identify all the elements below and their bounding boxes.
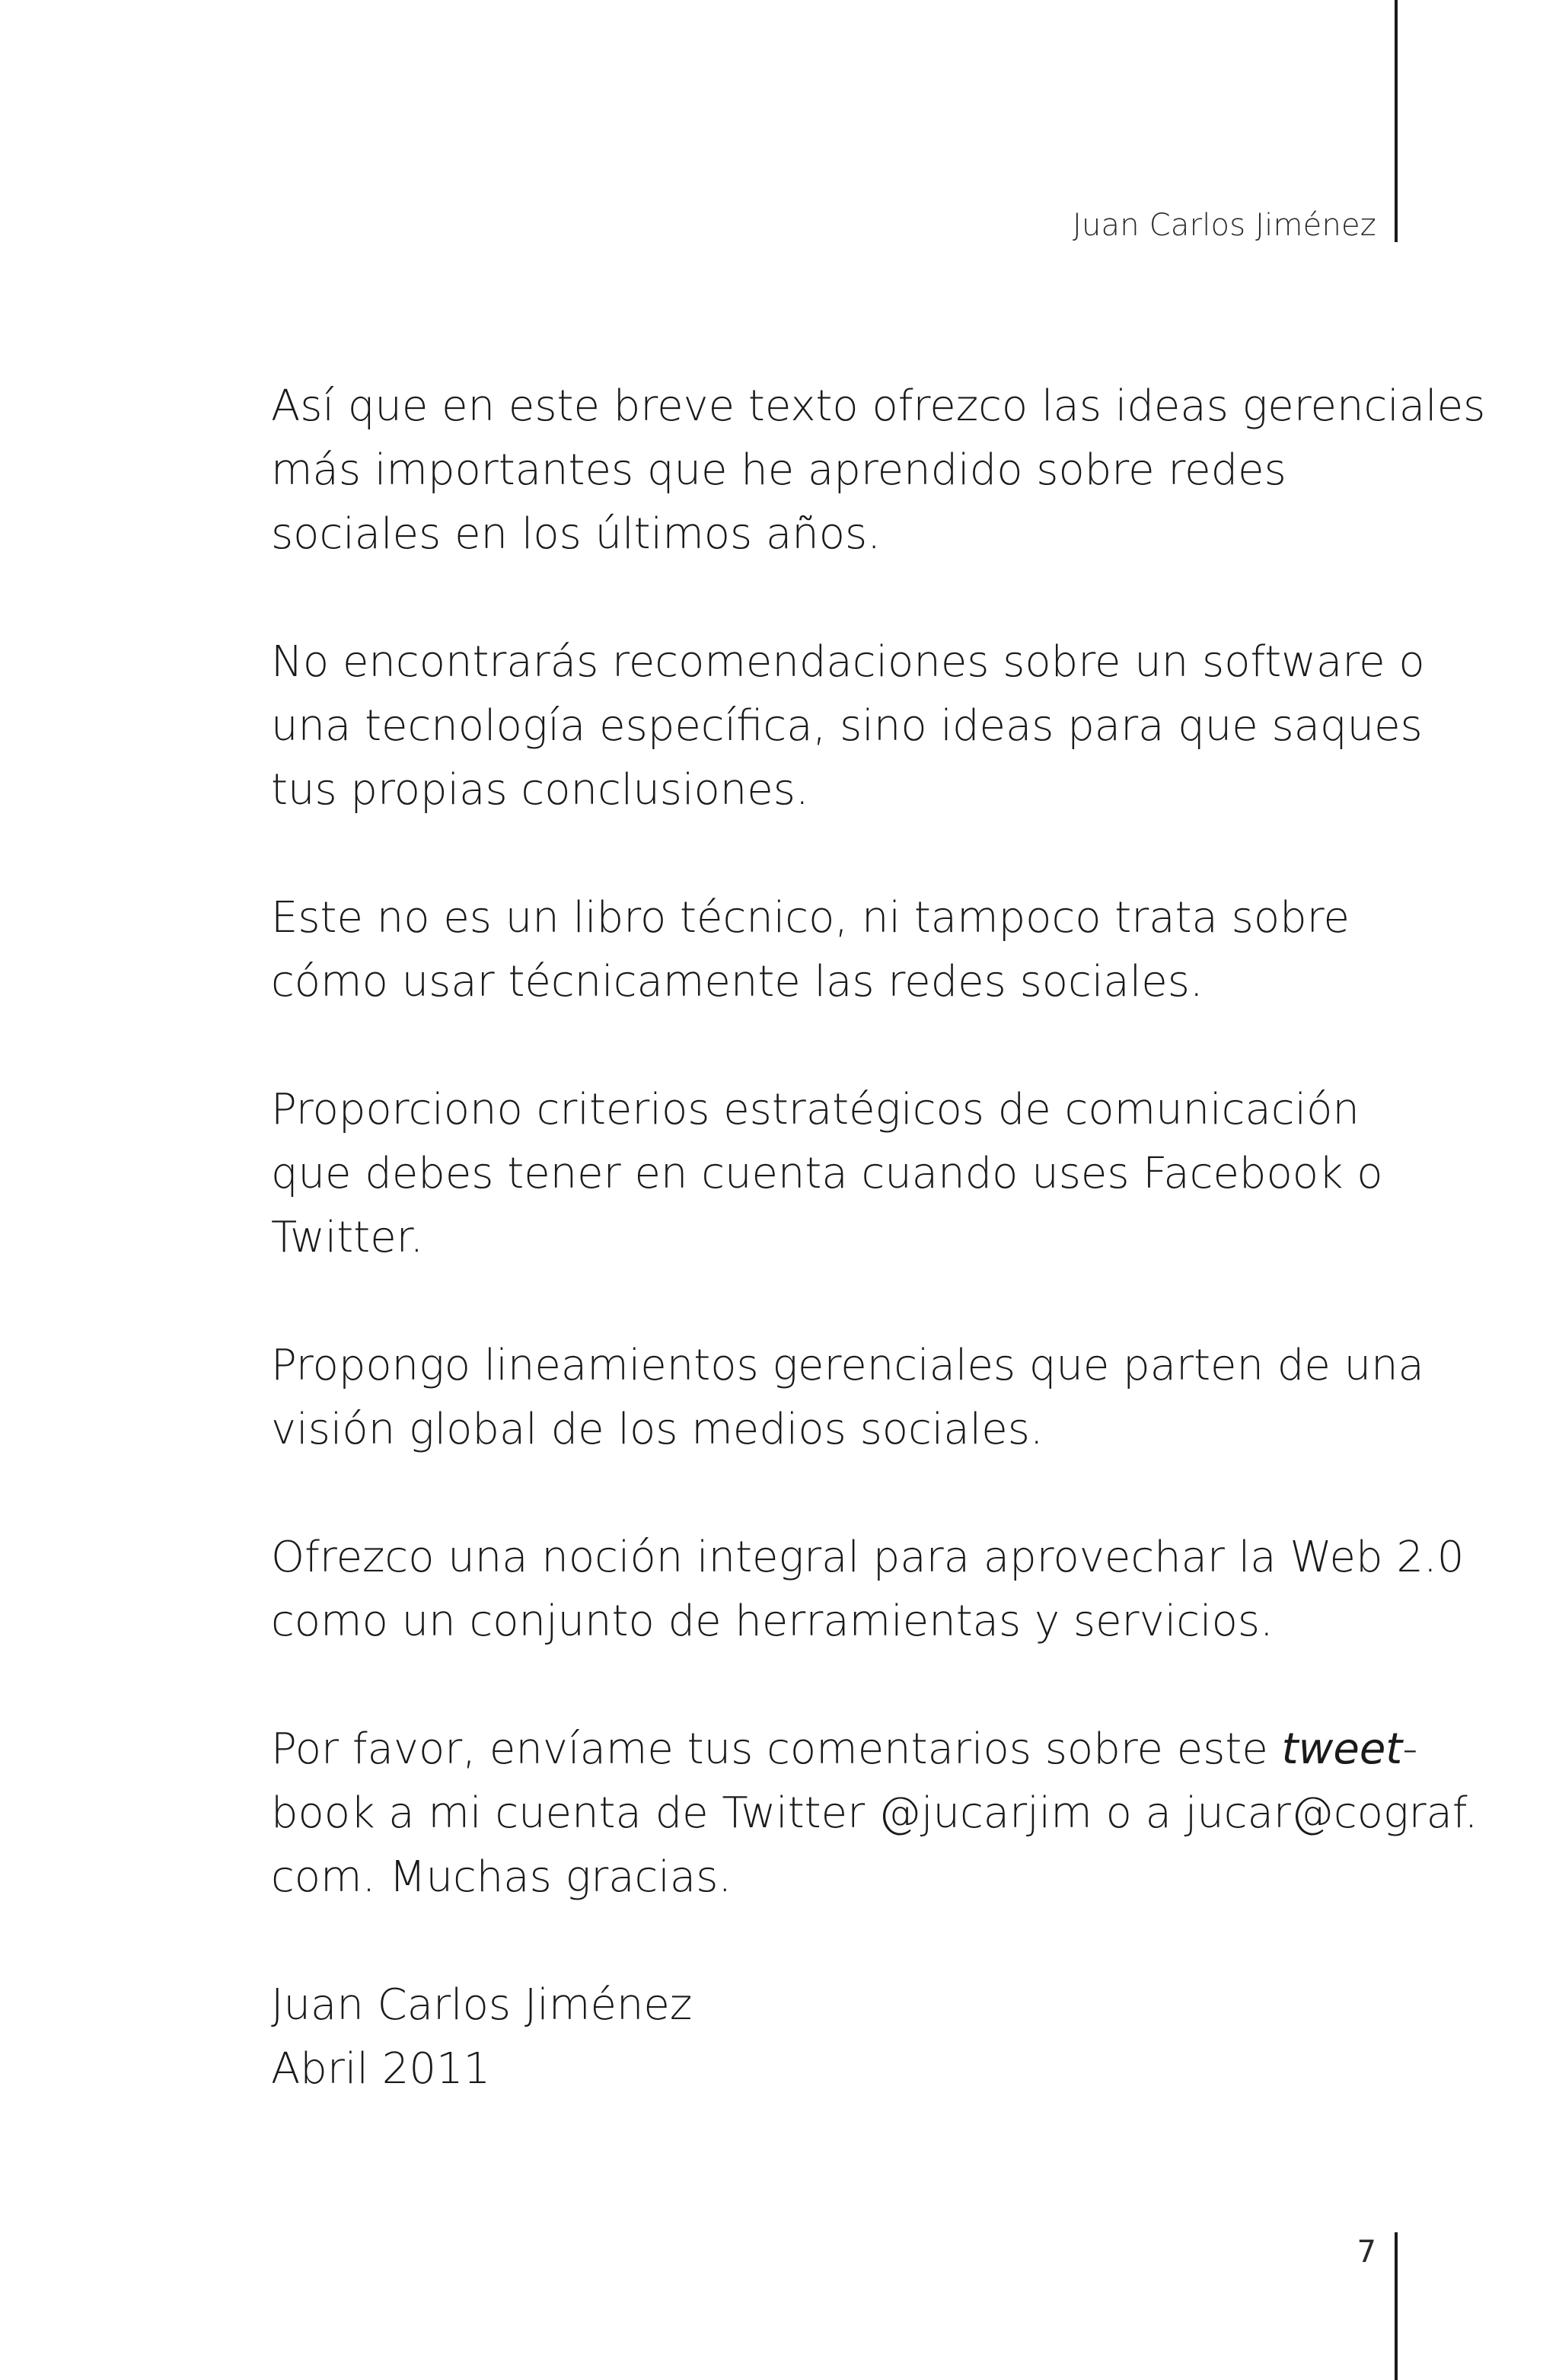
text-line: Propongo lineamientos gerenciales que parten de una [271, 1341, 1424, 1390]
signature-block [271, 1973, 1398, 2101]
paragraph [271, 886, 1398, 1014]
text-run: - [1402, 1724, 1418, 1774]
italic-text-run: tweet [1281, 1724, 1403, 1774]
paragraph [271, 375, 1486, 566]
text-line: una tecnología específica, sino ideas para que saques [271, 701, 1423, 751]
text-line: Ofrezco una noción integral para aprovechar la Web 2.0 [271, 1533, 1465, 1582]
page-number: 7 [1357, 2235, 1376, 2270]
text-line: Proporciono criterios estratégicos de comunicación [271, 1085, 1360, 1134]
text-line: como un conjunto de herramientas y servicios. [271, 1597, 1274, 1646]
paragraph [271, 1078, 1398, 1270]
text-line: book a mi cuenta de Twitter @jucarjim o a jucar@cograf. [271, 1788, 1478, 1838]
running-head: Juan Carlos Jiménez [1073, 208, 1376, 243]
author-name: Juan Carlos Jiménez [271, 1980, 693, 2030]
paragraph [271, 630, 1425, 822]
text-line: visión global de los medios sociales. [271, 1405, 1044, 1454]
paragraph [271, 1526, 1465, 1654]
bottom-margin-rule [1395, 2232, 1398, 2380]
text-line [271, 1718, 1418, 1782]
body-text [271, 375, 1486, 2101]
signature-date: Abril 2011 [271, 2044, 491, 2094]
text-line: sociales en los últimos años. [271, 509, 882, 559]
top-margin-rule [1395, 0, 1398, 242]
text-line: com. Muchas gracias. [271, 1852, 732, 1902]
text-line: Twitter. [271, 1213, 424, 1262]
paragraph [271, 1334, 1424, 1462]
text-line: cómo usar técnicamente las redes sociales. [271, 957, 1204, 1007]
text-line: tus propias conclusiones. [271, 765, 809, 815]
text-line: Así que en este breve texto ofrezco las ideas gerenciales [271, 381, 1486, 431]
text-line: Este no es un libro técnico, ni tampoco trata sobre [271, 893, 1350, 943]
text-line: más importantes que he aprendido sobre redes [271, 445, 1286, 495]
text-line: que debes tener en cuenta cuando uses Facebook o [271, 1149, 1383, 1198]
text-run: Por favor, envíame tus comentarios sobre este [271, 1724, 1282, 1774]
contact-paragraph [271, 1718, 1478, 1909]
text-line: No encontrarás recomendaciones sobre un software o [271, 637, 1425, 687]
